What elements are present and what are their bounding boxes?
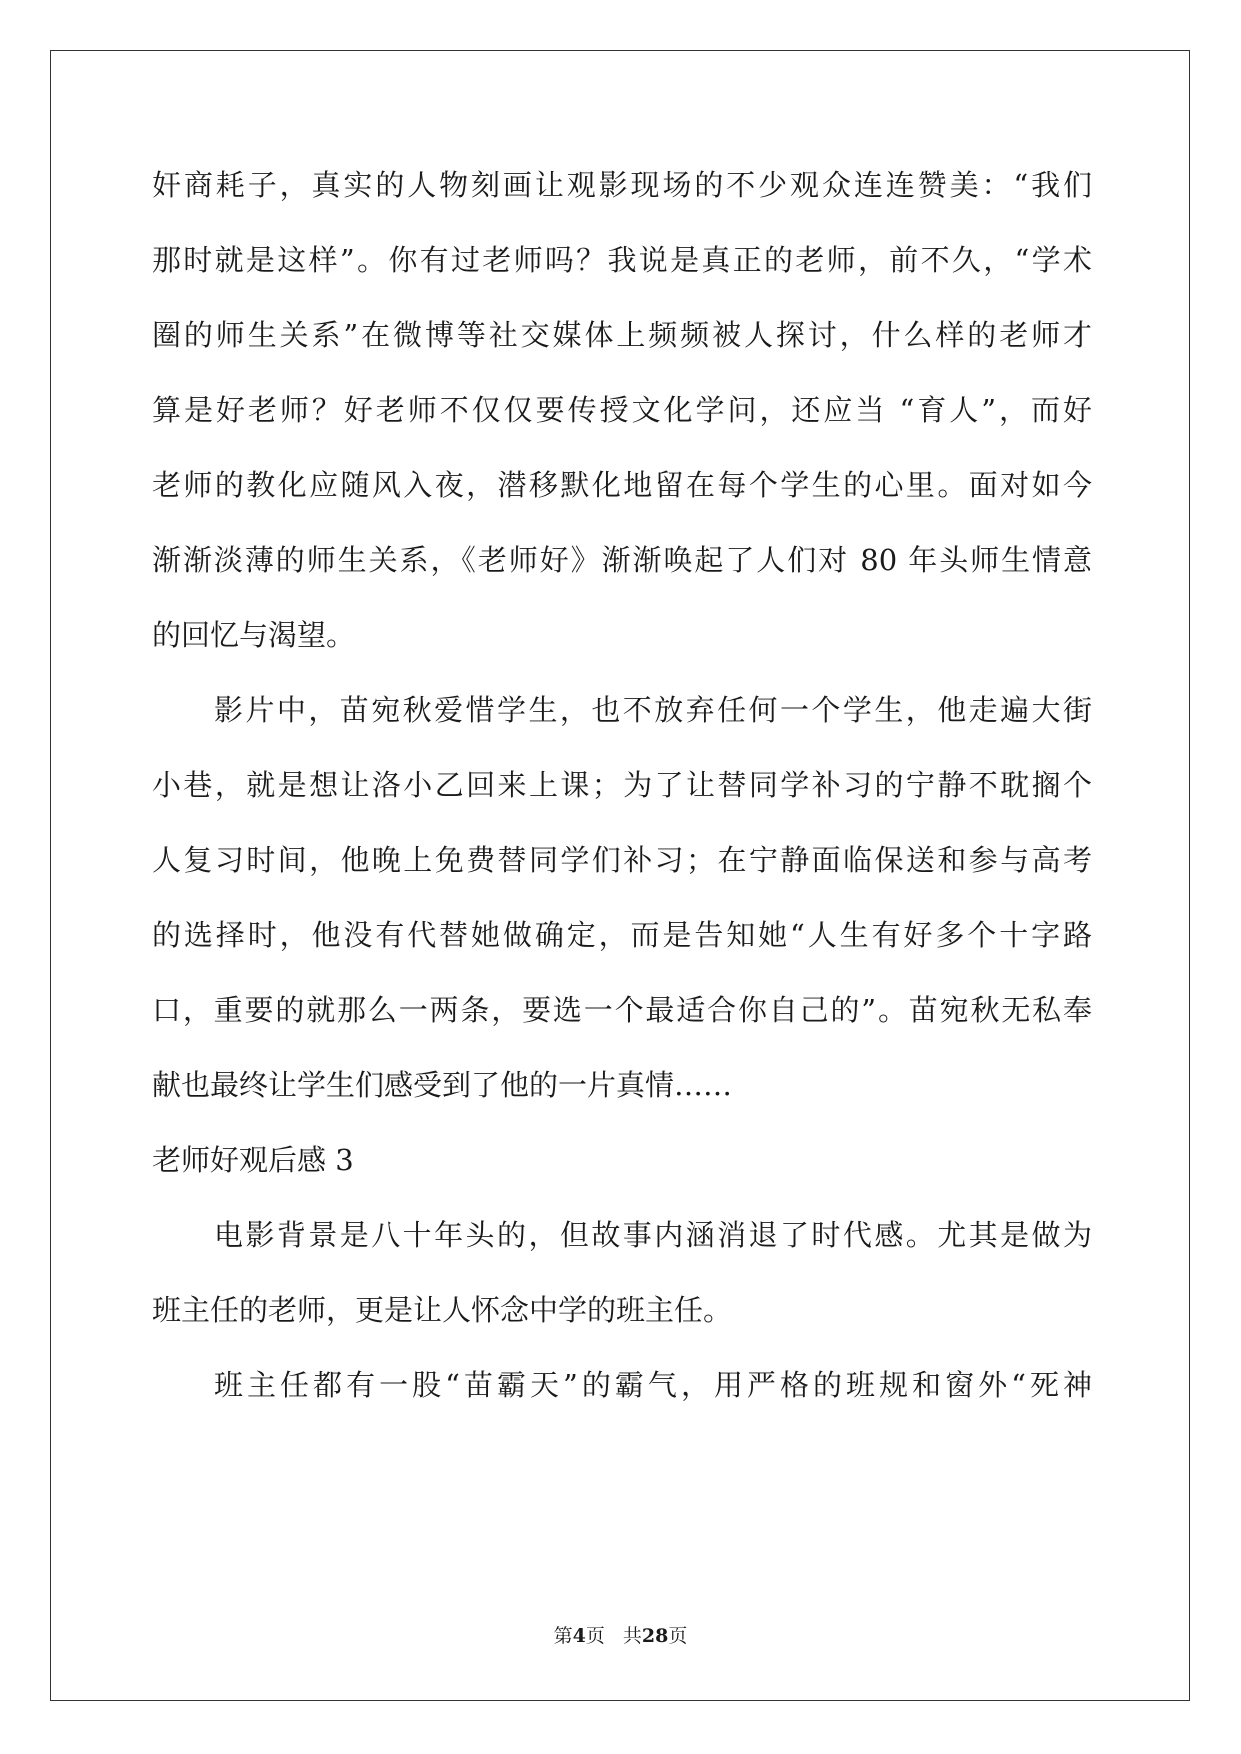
- text-line: 奸商耗子，真实的人物刻画让观影现场的不少观众连连赞美：“我们: [152, 168, 1092, 202]
- section-heading: 老师好观后感 3: [152, 1143, 354, 1177]
- text-line: 人复习时间，他晚上免费替同学们补习；在宁静面临保送和参与高考: [152, 843, 1092, 877]
- text-line: 小巷，就是想让洛小乙回来上课；为了让替同学补习的宁静不耽搁个: [152, 768, 1092, 802]
- text-line: 的回忆与渴望。: [152, 618, 356, 652]
- footer-page-word: 页: [585, 1625, 605, 1647]
- paragraph-first-line: 班主任都有一股“苗霸天”的霸气，用严格的班规和窗外“死神: [214, 1368, 1092, 1402]
- total-pages-number: 28: [641, 1625, 669, 1647]
- text-line: 老师的教化应随风入夜，潜移默化地留在每个学生的心里。面对如今: [152, 468, 1092, 502]
- footer-prefix: 第: [553, 1625, 573, 1647]
- text-line: 班主任的老师，更是让人怀念中学的班主任。: [152, 1293, 733, 1327]
- text-line: 渐渐淡薄的师生关系，《老师好》渐渐唤起了人们对 80 年头师生情意: [152, 543, 1092, 577]
- text-line: 献也最终让学生们感受到了他的一片真情……: [152, 1068, 733, 1102]
- page-footer: [0, 1624, 1241, 1648]
- text-line: 算是好老师？好老师不仅仅要传授文化学问，还应当 “育人”，而好: [152, 393, 1092, 427]
- paragraph-first-line: 影片中，苗宛秋爱惜学生，也不放弃任何一个学生，他走遍大街: [214, 693, 1092, 727]
- text-line: 圈的师生关系”在微博等社交媒体上频频被人探讨，什么样的老师才: [152, 318, 1092, 352]
- text-line: 的选择时，他没有代替她做确定，而是告知她“人生有好多个十字路: [152, 918, 1092, 952]
- paragraph-first-line: 电影背景是八十年头的，但故事内涵消退了时代感。尤其是做为: [214, 1218, 1092, 1252]
- current-page-number: 4: [572, 1625, 586, 1647]
- footer-total-suffix: 页: [668, 1625, 688, 1647]
- text-line: 口，重要的就那么一两条，要选一个最适合你自己的”。苗宛秋无私奉: [152, 993, 1092, 1027]
- text-line: 那时就是这样”。你有过老师吗？我说是真正的老师，前不久，“学术: [152, 243, 1092, 277]
- footer-total-prefix: 共: [622, 1625, 642, 1647]
